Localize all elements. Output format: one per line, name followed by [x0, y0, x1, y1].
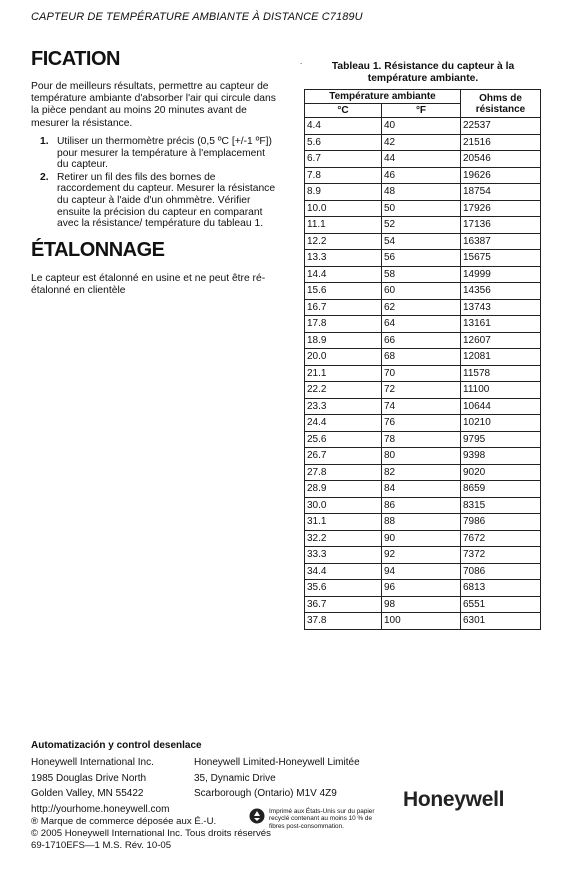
table-row — [305, 233, 541, 250]
fahrenheit-cell: 92 — [382, 547, 461, 564]
table-row — [305, 481, 541, 498]
table-row — [305, 613, 541, 630]
celsius-cell: 36.7 — [305, 596, 382, 613]
us-address-line: Golden Valley, MN 55422 — [31, 788, 144, 799]
table-row — [305, 398, 541, 415]
celsius-cell: 5.6 — [305, 134, 382, 151]
table-row — [305, 530, 541, 547]
table-row — [305, 184, 541, 201]
fahrenheit-cell: 76 — [382, 415, 461, 432]
fahrenheit-cell: 50 — [382, 200, 461, 217]
table-row — [305, 365, 541, 382]
celsius-cell: 18.9 — [305, 332, 382, 349]
celsius-cell: 34.4 — [305, 563, 382, 580]
recycle-notice — [249, 808, 379, 830]
recycle-text: Imprimé aux États-Unis sur du papier recyclé contenant au moins 10 % de fibres post-consommation. — [269, 808, 375, 830]
celsius-cell: 25.6 — [305, 431, 382, 448]
fahrenheit-cell: 62 — [382, 299, 461, 316]
celsius-cell: 28.9 — [305, 481, 382, 498]
fahrenheit-cell: 42 — [382, 134, 461, 151]
celsius-cell: 11.1 — [305, 217, 382, 234]
ohms-cell: 6301 — [461, 613, 541, 630]
fahrenheit-cell: 40 — [382, 118, 461, 135]
fahrenheit-cell: 88 — [382, 514, 461, 531]
fahrenheit-cell: 60 — [382, 283, 461, 300]
step-number: 1. — [40, 136, 49, 147]
verification-steps — [31, 136, 279, 231]
resistance-table — [304, 89, 541, 630]
fahrenheit-cell: 90 — [382, 530, 461, 547]
celsius-cell: 37.8 — [305, 613, 382, 630]
table-row — [305, 118, 541, 135]
ohms-cell: 22537 — [461, 118, 541, 135]
ohms-cell: 6813 — [461, 580, 541, 597]
ohms-cell: 10210 — [461, 415, 541, 432]
ca-address-line: Scarborough (Ontario) M1V 4Z9 — [194, 788, 337, 799]
us-address-line: Honeywell International Inc. — [31, 757, 154, 768]
fahrenheit-cell: 86 — [382, 497, 461, 514]
table-row — [305, 283, 541, 300]
ohms-cell: 7986 — [461, 514, 541, 531]
fahrenheit-cell: 72 — [382, 382, 461, 399]
fahrenheit-cell: 54 — [382, 233, 461, 250]
ohms-cell: 11100 — [461, 382, 541, 399]
ohms-cell: 6551 — [461, 596, 541, 613]
celsius-cell: 35.6 — [305, 580, 382, 597]
ohms-cell: 13743 — [461, 299, 541, 316]
fahrenheit-cell: 78 — [382, 431, 461, 448]
celsius-cell: 12.2 — [305, 233, 382, 250]
fahrenheit-cell: 82 — [382, 464, 461, 481]
ohms-cell: 14356 — [461, 283, 541, 300]
us-address — [31, 755, 169, 817]
celsius-cell: 4.4 — [305, 118, 382, 135]
celsius-cell: 23.3 — [305, 398, 382, 415]
verification-heading: FICATION — [31, 48, 120, 70]
step-number: 2. — [40, 171, 49, 183]
celsius-cell: 26.7 — [305, 448, 382, 465]
copyright-notice: © 2005 Honeywell International Inc. Tous droits réservés — [31, 828, 271, 839]
celsius-cell: 22.2 — [305, 382, 382, 399]
table-row — [305, 299, 541, 316]
table-row — [305, 464, 541, 481]
fahrenheit-cell: 70 — [382, 365, 461, 382]
ohms-cell: 9020 — [461, 464, 541, 481]
ohms-cell: 9795 — [461, 431, 541, 448]
table-row — [305, 250, 541, 267]
step-text: Retirer un fil des fils des bornes de raccordement du capteur. Mesurer la résistance du capteur à l'aide d'un ohmmètre. Vérifier ensuite la précision du capteur en comparant avec la résistance/ température du tableau 1. — [57, 171, 276, 230]
table-row — [305, 200, 541, 217]
calibration-text: Le capteur est étalonné en usine et ne peut être ré-étalonné en clientèle — [31, 273, 266, 297]
ohms-cell: 16387 — [461, 233, 541, 250]
ohms-cell: 11578 — [461, 365, 541, 382]
ohms-cell: 14999 — [461, 266, 541, 283]
ohms-cell: 21516 — [461, 134, 541, 151]
ohms-cell: 20546 — [461, 151, 541, 168]
ambient-temp-header: Température ambiante — [305, 90, 461, 104]
ohms-cell: 8315 — [461, 497, 541, 514]
table-row — [305, 596, 541, 613]
fahrenheit-cell: 96 — [382, 580, 461, 597]
fahrenheit-header: °F — [382, 104, 461, 118]
calibration-heading: ÉTALONNAGE — [31, 239, 165, 261]
table-row — [305, 580, 541, 597]
table-title: Tableau 1. Résistance du capteur à la température ambiante. — [331, 61, 515, 84]
ohms-cell: 17926 — [461, 200, 541, 217]
table-row — [305, 332, 541, 349]
celsius-cell: 27.8 — [305, 464, 382, 481]
celsius-cell: 7.8 — [305, 167, 382, 184]
honeywell-logo: Honeywell — [403, 788, 505, 811]
table-row — [305, 497, 541, 514]
celsius-cell: 15.6 — [305, 283, 382, 300]
us-address-line: 1985 Douglas Drive North — [31, 772, 147, 784]
document-header-title: CAPTEUR DE TEMPÉRATURE AMBIANTE À DISTANCE C7189U — [31, 11, 363, 23]
ohms-cell: 7086 — [461, 563, 541, 580]
ohms-cell: 19626 — [461, 167, 541, 184]
ohms-cell: 7672 — [461, 530, 541, 547]
fahrenheit-cell: 80 — [382, 448, 461, 465]
ohms-cell: 12607 — [461, 332, 541, 349]
fahrenheit-cell: 100 — [382, 613, 461, 630]
celsius-cell: 14.4 — [305, 266, 382, 283]
ohms-cell: 7372 — [461, 547, 541, 564]
step-item — [31, 136, 279, 171]
ohms-cell: 9398 — [461, 448, 541, 465]
table-row — [305, 547, 541, 564]
ca-address-line: Honeywell Limited-Honeywell Limitée — [194, 757, 360, 768]
ohms-cell: 12081 — [461, 349, 541, 366]
fahrenheit-cell: 56 — [382, 250, 461, 267]
canada-address — [194, 755, 360, 802]
ohms-cell: 15675 — [461, 250, 541, 267]
table-row — [305, 151, 541, 168]
table-row — [305, 316, 541, 333]
celsius-cell: 33.3 — [305, 547, 382, 564]
celsius-cell: 17.8 — [305, 316, 382, 333]
fahrenheit-cell: 66 — [382, 332, 461, 349]
celsius-cell: 10.0 — [305, 200, 382, 217]
footer-company-line: Automatización y control desenlace — [31, 740, 202, 751]
table-row — [305, 349, 541, 366]
legal-lines — [31, 816, 271, 852]
table-row — [305, 217, 541, 234]
ohms-header: Ohms de résistance — [461, 90, 541, 118]
verification-intro: Pour de meilleurs résultats, permettre au capteur de température ambiante d'absorber l'air qui circule dans la pièce pendant au moins 20 minutes avant de mesurer la résistance. — [31, 81, 276, 129]
ohms-cell: 13161 — [461, 316, 541, 333]
fahrenheit-cell: 94 — [382, 563, 461, 580]
table-row — [305, 415, 541, 432]
celsius-cell: 31.1 — [305, 514, 382, 531]
table-row — [305, 382, 541, 399]
celsius-cell: 32.2 — [305, 530, 382, 547]
step-text: Utiliser un thermomètre précis (0,5 ºC [+/-1 ºF]) pour mesurer la température à l'emplacement du capteur. — [57, 136, 272, 171]
fahrenheit-cell: 48 — [382, 184, 461, 201]
ca-address-line: 35, Dynamic Drive — [194, 772, 276, 784]
table-row — [305, 448, 541, 465]
fahrenheit-cell: 64 — [382, 316, 461, 333]
fahrenheit-cell: 46 — [382, 167, 461, 184]
celsius-cell: 13.3 — [305, 250, 382, 267]
celsius-cell: 21.1 — [305, 365, 382, 382]
table-row — [305, 563, 541, 580]
table-row — [305, 134, 541, 151]
fahrenheit-cell: 74 — [382, 398, 461, 415]
celsius-cell: 24.4 — [305, 415, 382, 432]
step-item — [31, 172, 279, 230]
fahrenheit-cell: 98 — [382, 596, 461, 613]
document-number: 69-1710EFS—1 M.S. Rév. 10-05 — [31, 840, 172, 851]
celsius-header: °C — [305, 104, 382, 118]
ohms-cell: 18754 — [461, 184, 541, 201]
celsius-cell: 6.7 — [305, 151, 382, 168]
trademark-notice: ® Marque de commerce déposée aux É.-U. — [31, 816, 217, 827]
fahrenheit-cell: 44 — [382, 151, 461, 168]
table-row — [305, 514, 541, 531]
celsius-cell: 16.7 — [305, 299, 382, 316]
stray-dot: . — [300, 57, 303, 66]
celsius-cell: 30.0 — [305, 497, 382, 514]
resistance-table-body — [305, 118, 541, 630]
ohms-cell: 8659 — [461, 481, 541, 498]
fahrenheit-cell: 58 — [382, 266, 461, 283]
ohms-cell: 10644 — [461, 398, 541, 415]
table-row — [305, 266, 541, 283]
celsius-cell: 8.9 — [305, 184, 382, 201]
fahrenheit-cell: 52 — [382, 217, 461, 234]
celsius-cell: 20.0 — [305, 349, 382, 366]
ohms-cell: 17136 — [461, 217, 541, 234]
table-row — [305, 431, 541, 448]
recycle-icon — [249, 808, 265, 824]
fahrenheit-cell: 84 — [382, 481, 461, 498]
fahrenheit-cell: 68 — [382, 349, 461, 366]
website-link[interactable]: http://yourhome.honeywell.com — [31, 803, 170, 815]
table-row — [305, 167, 541, 184]
